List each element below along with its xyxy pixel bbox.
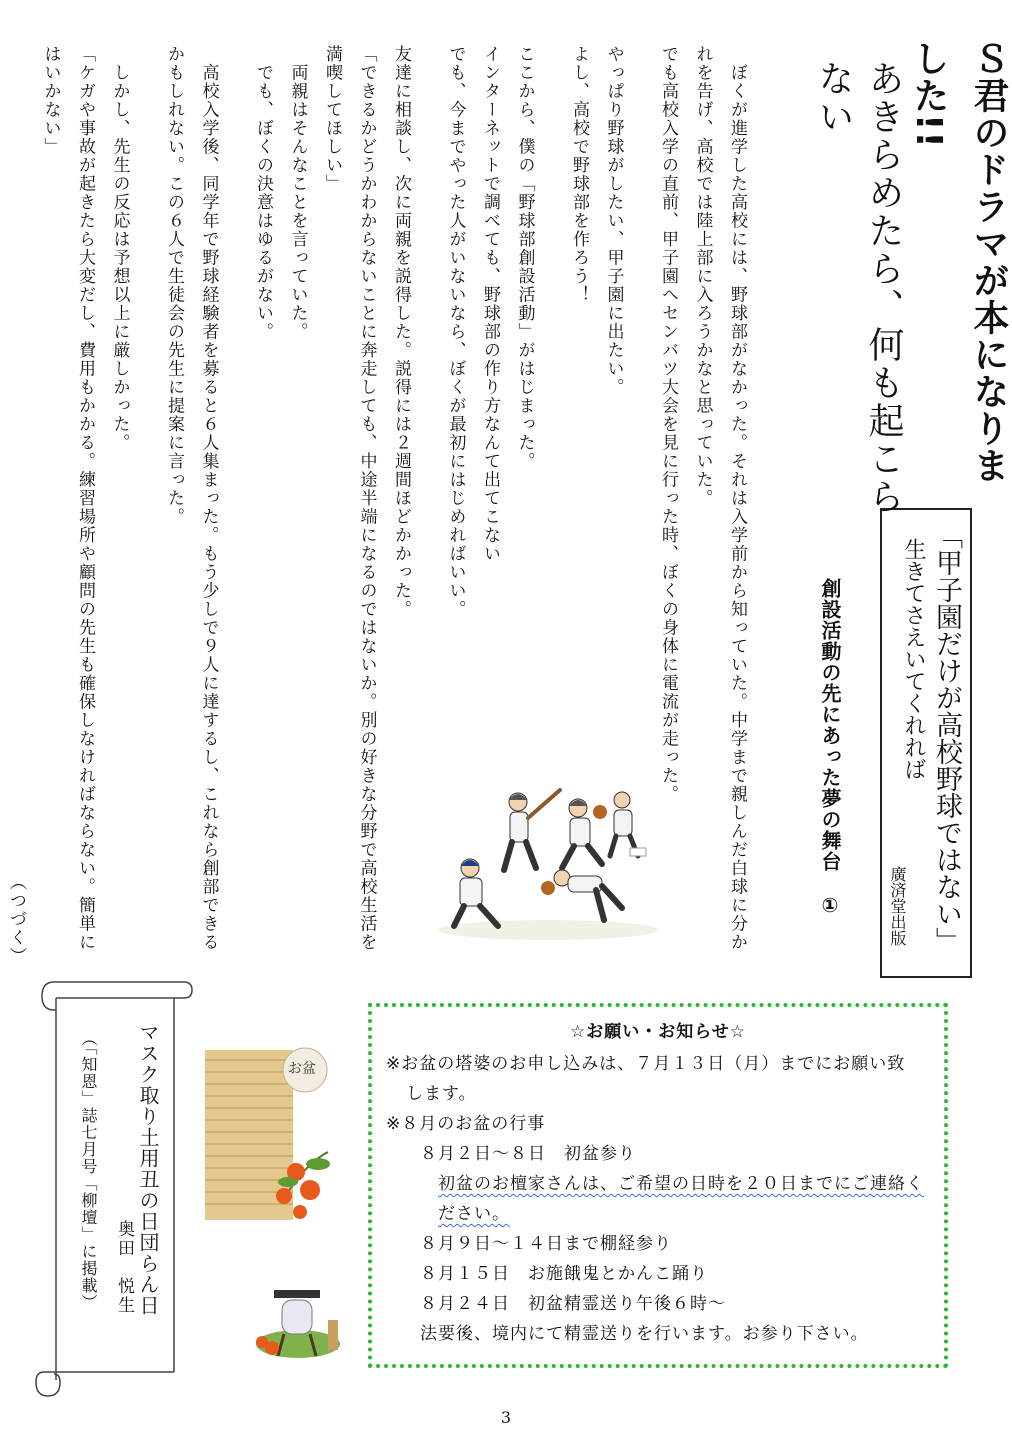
notice-line	[386, 1109, 930, 1139]
fielder-figure	[562, 799, 607, 868]
notice-line-text: ８月２４日 初盆精霊送り午後６時～	[420, 1294, 726, 1314]
paragraph-gap	[137, 45, 157, 965]
book-subtitle: 生きてさえいてくれれば	[901, 538, 926, 780]
notice-line	[386, 1079, 930, 1109]
notice-title: ☆お願い・お知らせ☆	[570, 1022, 746, 1042]
notice-line	[386, 1139, 930, 1169]
article-paragraph: 両親はそんなことを言っていた。	[287, 45, 308, 341]
article-paragraph: 友達に相談し、次に両親を説得した。説得には２週間ほどかかった。	[391, 45, 411, 619]
obon-badge: お盆	[288, 1061, 316, 1077]
article-heading: あきらめたら、何も起こらない	[813, 60, 904, 516]
lantern-illustration	[248, 1282, 348, 1362]
notice-line	[386, 1289, 930, 1319]
haiku-note: （「知恩」誌七月号「柳壇」に掲載）	[79, 1030, 98, 1311]
article-paragraph: でも高校入学の直前、甲子園へセンバツ大会を見に行った時、ぼくの身体に電流が走った。	[658, 45, 678, 804]
article-paragraph: ぼくが進学した高校には、野球部がなかった。それは入学前から知っていた。中学まで親しんだ白球に分かれを告げ、高校では陸上部に入ろうかなと思っていた。	[692, 45, 747, 952]
notice-line-text: 法要後、境内にて精霊送りを行います。お参り下さい。	[420, 1324, 869, 1344]
notice-line	[386, 1199, 930, 1229]
batter-figure	[504, 790, 560, 870]
notice-line-text: 初盆のお檀家さんは、ご希望の日時を２０日までにご連絡く	[438, 1174, 924, 1194]
obon-blind-illustration	[200, 1040, 340, 1220]
article-paragraph: 「できるかどうかわからないことに奔走しても、中途半端になるのではないか。別の好きな分野で高校生活を満喫してほしい」	[322, 45, 377, 952]
article-paragraph: 「ケガや事故が起きたら大変だし、費用もかかる。練習場所や顧問の先生も確保しなければならない。簡単にはいかない」	[40, 45, 95, 952]
article-paragraph: やっぱり野球がしたい、甲子園に出たい。	[603, 45, 624, 397]
haiku-author: 奥田 悦生	[114, 1220, 134, 1315]
article-paragraph: 高校入学後、同学年で野球経験者を募ると６人集まった。もう少しで９人に達するし、これなら創部できるかもしれない。この６人で生徒会の先生に提案に言った。	[164, 45, 219, 952]
catcher-figure	[610, 792, 646, 856]
paragraph-gap	[226, 45, 246, 965]
book-info-box	[880, 508, 972, 978]
notice-line-text: ※８月のお盆の行事	[386, 1114, 546, 1134]
headline: Ｓ君のドラマが本になりました!!	[908, 40, 1009, 484]
notice-line	[386, 1049, 930, 1079]
notice-line-text: ※お盆の塔婆のお申し込みは、７月１３日（月）までにお願い致	[386, 1054, 906, 1074]
book-title: 「甲子園だけが高校野球ではない」	[931, 522, 962, 954]
runner-figure	[541, 870, 622, 920]
notice-line-text: ８月９日～１４日まで棚経参り	[420, 1234, 672, 1254]
notice-line-text: ８月２日～８日 初盆参り	[420, 1144, 636, 1164]
baseball-players-illustration	[430, 770, 665, 945]
article-paragraph: ここから、僕の「野球部創設活動」がはじまった。	[514, 45, 535, 471]
notice-box	[368, 1003, 948, 1368]
notice-line	[386, 1319, 930, 1349]
notice-line	[386, 1259, 930, 1289]
article-paragraph: （つづく）	[6, 872, 26, 965]
notice-lines	[386, 1049, 930, 1349]
article-paragraph: でも、今までやった人がいないなら、ぼくが最初にはじめればいい。	[445, 45, 466, 619]
notice-line	[386, 1169, 930, 1199]
article-paragraph: でも、ぼくの決意はゆるがない。	[253, 45, 273, 341]
article-subheading: 創設活動の先にあった夢の舞台 ①	[818, 578, 842, 918]
haiku-title: マスク取り土用丑の日団らん日	[136, 1022, 160, 1316]
notice-line	[386, 1229, 930, 1259]
page-number: 3	[500, 1408, 512, 1427]
notice-line-text: ださい。	[438, 1204, 510, 1224]
article-paragraph: しかし、先生の反応は予想以上に厳しかった。	[109, 45, 130, 452]
article-paragraph: よし、高校で野球部を作ろう！	[569, 45, 589, 304]
book-publisher: 廣済堂出版	[888, 866, 907, 946]
pitcher-figure	[454, 859, 498, 926]
notice-line-text: ８月１５日 お施餓鬼とかんこ踊り	[420, 1264, 708, 1284]
notice-line-text: します。	[406, 1084, 477, 1104]
article-paragraph: インターネットで調べても、野球部の作り方なんて出てこない	[480, 45, 500, 563]
